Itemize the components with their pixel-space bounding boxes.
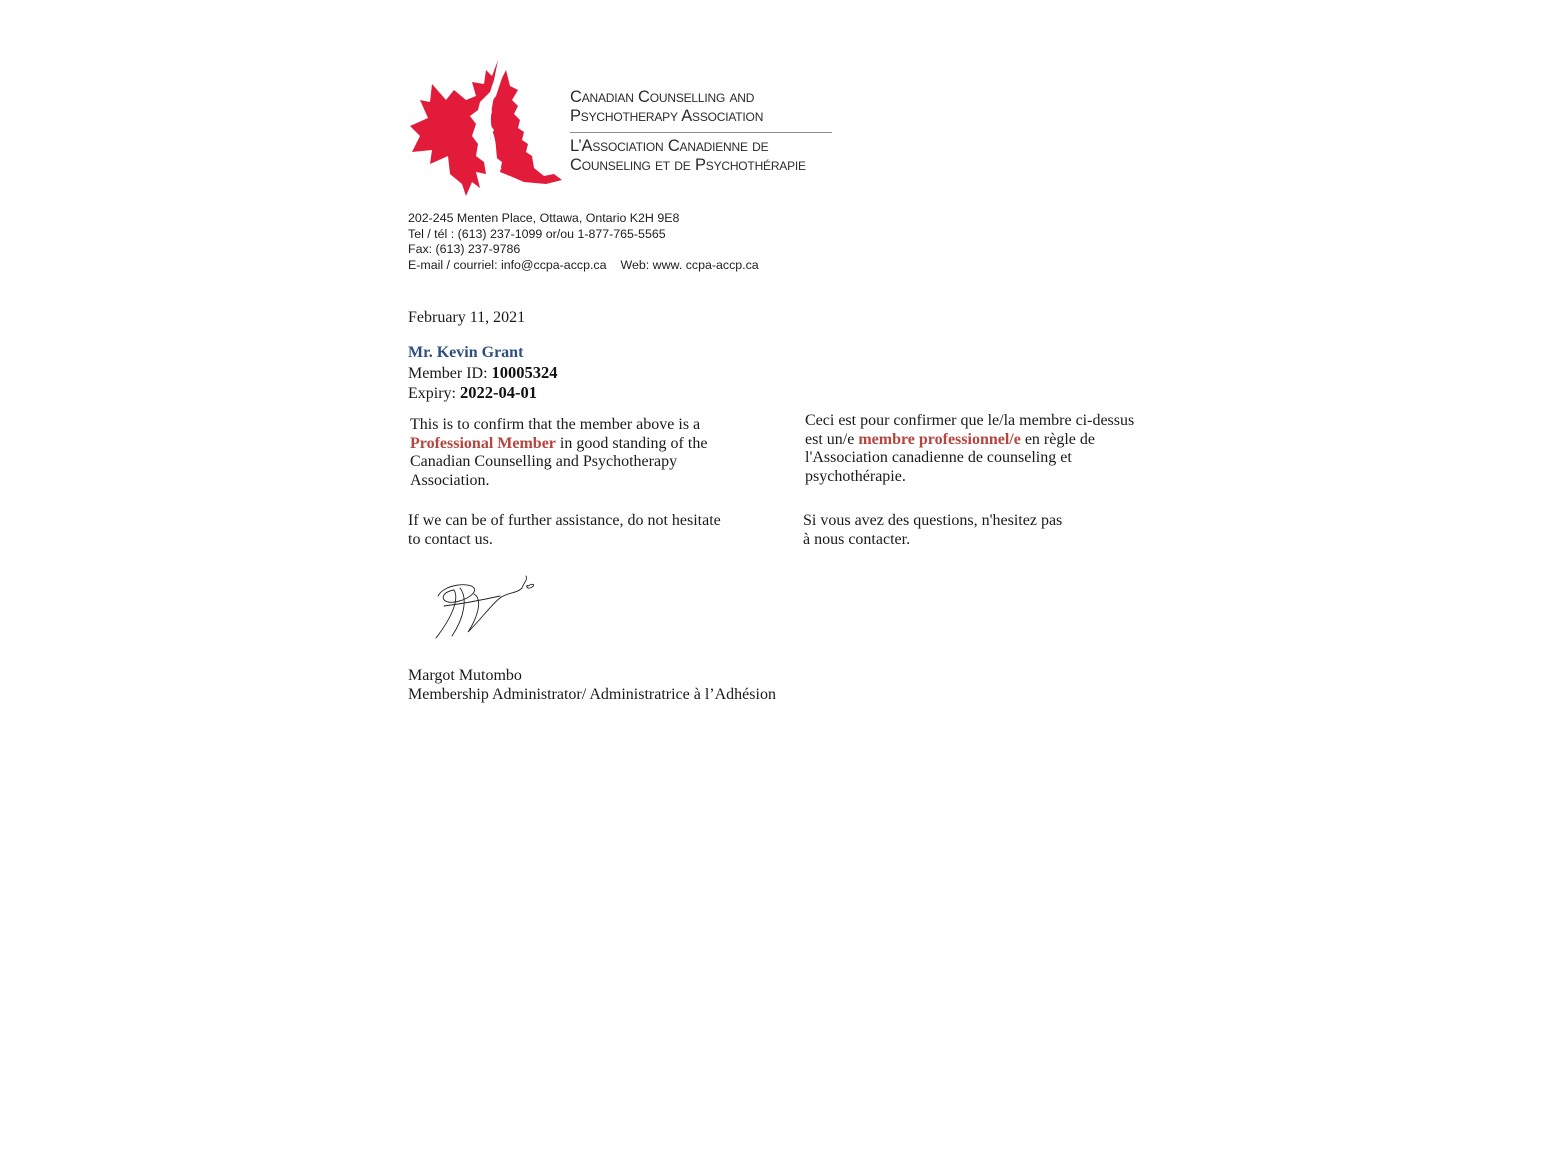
expiry-value: 2022-04-01 xyxy=(460,383,537,402)
org-name-en-line2: Psychotherapy Association xyxy=(570,107,764,125)
website: Web: www. ccpa-accp.ca xyxy=(620,258,759,273)
address: 202-245 Menten Place, Ottawa, Ontario K2H 9E8 xyxy=(408,211,680,225)
organization-name xyxy=(570,88,832,175)
expiry-line xyxy=(408,383,558,404)
handwritten-signature xyxy=(430,574,540,644)
membership-type-en: Professional Member xyxy=(410,434,556,452)
assistance-fr-line1: Si vous avez des questions, n'hesitez pas xyxy=(803,512,1063,529)
recipient-block xyxy=(408,343,558,404)
assistance-fr-line2: à nous contacter. xyxy=(803,530,911,548)
org-name-fr-line2: Counseling et de Psychothérapie xyxy=(570,156,806,174)
membership-type-fr: membre professionnel/e xyxy=(858,430,1021,448)
member-id-line xyxy=(408,363,558,384)
assistance-en: If we can be of further assistance, do not hesitate to contact us. xyxy=(408,512,721,548)
maple-leaf-faces-logo-icon xyxy=(406,56,564,198)
confirmation-fr-text: Ceci est pour confirmer que le/la membre ci-dessus est un/e xyxy=(805,412,1135,448)
email: E-mail / courriel: info@ccpa-accp.ca xyxy=(408,258,607,273)
email-web-line xyxy=(408,258,759,274)
assistance-fr xyxy=(803,512,1123,549)
org-name-fr-line1: L’Association Canadienne de xyxy=(570,137,769,155)
letter-date: February 11, 2021 xyxy=(408,309,526,326)
signer-name: Margot Mutombo xyxy=(408,667,522,684)
recipient-name: Mr. Kevin Grant xyxy=(408,344,524,361)
confirmation-en-text: This is to confirm that the member above is a xyxy=(410,416,701,433)
expiry-label: Expiry: xyxy=(408,385,460,402)
confirmation-fr-text-end: en règle de l'Association canadienne de counseling et psychothérapie. xyxy=(805,430,1096,485)
org-name-divider xyxy=(570,132,832,133)
signer-title: Membership Administrator/ Administratrice à l’Adhésion xyxy=(408,685,776,703)
confirmation-en-text-end: in good standing of the Canadian Counselling and Psychotherapy Association. xyxy=(410,434,708,489)
org-name-en-line1: Canadian Counselling and xyxy=(570,88,755,106)
telephone: Tel / tél : (613) 237-1099 or/ou 1-877-765-5565 xyxy=(408,226,666,241)
member-id-label: Member ID: xyxy=(408,364,492,382)
signer-block xyxy=(408,667,776,704)
fax: Fax: (613) 237-9786 xyxy=(408,242,521,257)
member-id-value: 10005324 xyxy=(491,362,558,382)
confirmation-fr xyxy=(805,412,1145,486)
contact-block xyxy=(408,211,759,274)
confirmation-en xyxy=(410,416,750,490)
